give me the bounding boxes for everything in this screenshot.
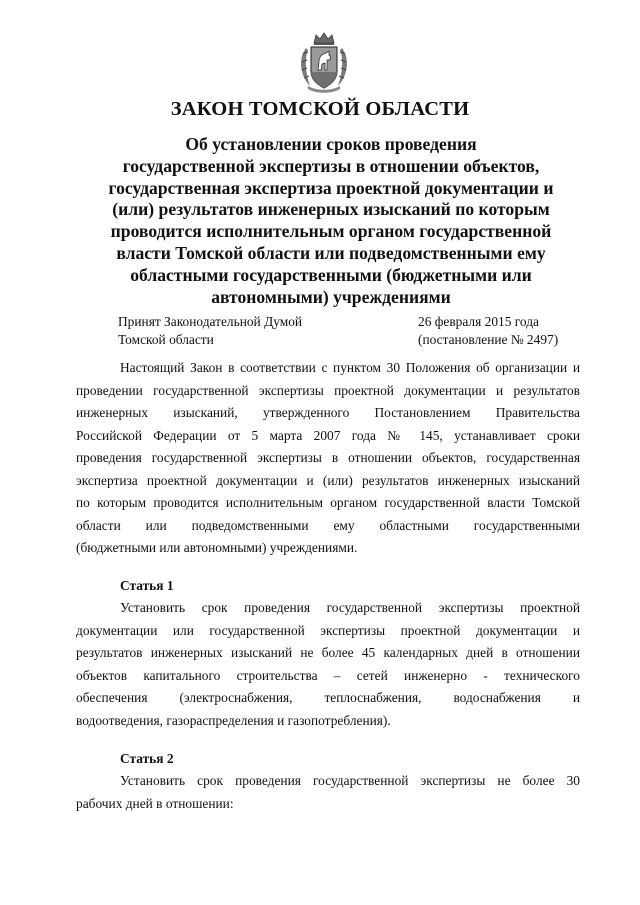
- resolution-number: (постановление № 2497): [418, 332, 559, 347]
- text-line: рабочих дней в отношении:: [76, 795, 234, 811]
- subject-line: государственной экспертизы в отношении объектов,: [122, 155, 540, 176]
- text-line: области или подведомственными ему областными государственными: [76, 517, 580, 533]
- subject-line: проводится исполнительным органом государственной: [110, 221, 552, 242]
- subject-line: (или) результатов инженерных изысканий по которым: [112, 199, 550, 220]
- text-line: проведения государственной экспертизы в отношении объектов, государственная: [76, 450, 580, 465]
- law-title: ЗАКОН ТОМСКОЙ ОБЛАСТИ: [170, 98, 470, 120]
- subject-line: Об установлении сроков проведения: [185, 134, 477, 154]
- text-line: Настоящий Закон в соответствии с пунктом 30 Положения об организации и: [120, 360, 580, 375]
- article-2-heading: Статья 2: [120, 751, 174, 766]
- article-1-text: [76, 597, 580, 732]
- adoption-date-line: 26 февраля 2015 года: [418, 314, 539, 329]
- adoption-body: [118, 313, 302, 349]
- adoption-date: [418, 313, 558, 349]
- law-subject: [76, 134, 586, 308]
- text-line: документации или государственной экспертизы проектной документации и: [76, 622, 580, 638]
- text-line: инженерных изысканий, утвержденного Постановлением Правительства: [76, 405, 580, 420]
- subject-line: областными государственными (бюджетными или: [130, 264, 532, 285]
- text-line: объектов капитального строительства – сетей инженерно - технического: [76, 667, 580, 683]
- article-1-heading: Статья 1: [120, 578, 174, 593]
- subject-line: власти Томской области или подведомственными ему: [116, 242, 546, 263]
- subject-line: государственная экспертиза проектной документации и: [108, 177, 554, 198]
- subject-line: автономными) учреждениями: [211, 286, 451, 307]
- text-line: (бюджетными или автономными) учреждениями.: [76, 540, 358, 555]
- text-line: Установить срок проведения государственной экспертизы проектной: [120, 600, 580, 615]
- text-line: по которым проводится исполнительным органом государственной власти Томской: [76, 495, 580, 510]
- text-line: Российской Федерации от 5 марта 2007 года № 145, устанавливает сроки: [76, 427, 580, 443]
- adoption-body-line: Томской области: [118, 332, 214, 347]
- text-line: экспертиза проектной документации и (или) результатов инженерных изысканий: [76, 472, 580, 488]
- text-line: водоотведения, газораспределения и газопотребления).: [76, 712, 391, 728]
- article-2-text: [76, 770, 580, 815]
- text-line: проведении государственной экспертизы проектной документации и результатов: [76, 382, 580, 398]
- tomsk-coat-of-arms-icon: [294, 30, 354, 94]
- text-line: обеспечения (электроснабжения, теплоснабжения, водоснабжения и: [76, 690, 580, 705]
- adoption-body-line: Принят Законодательной Думой: [118, 314, 303, 329]
- text-line: Установить срок проведения государственной экспертизы не более 30: [120, 773, 580, 788]
- preamble-paragraph: [76, 357, 580, 560]
- text-line: результатов инженерных изысканий не более 45 календарных дней в отношении: [76, 645, 580, 660]
